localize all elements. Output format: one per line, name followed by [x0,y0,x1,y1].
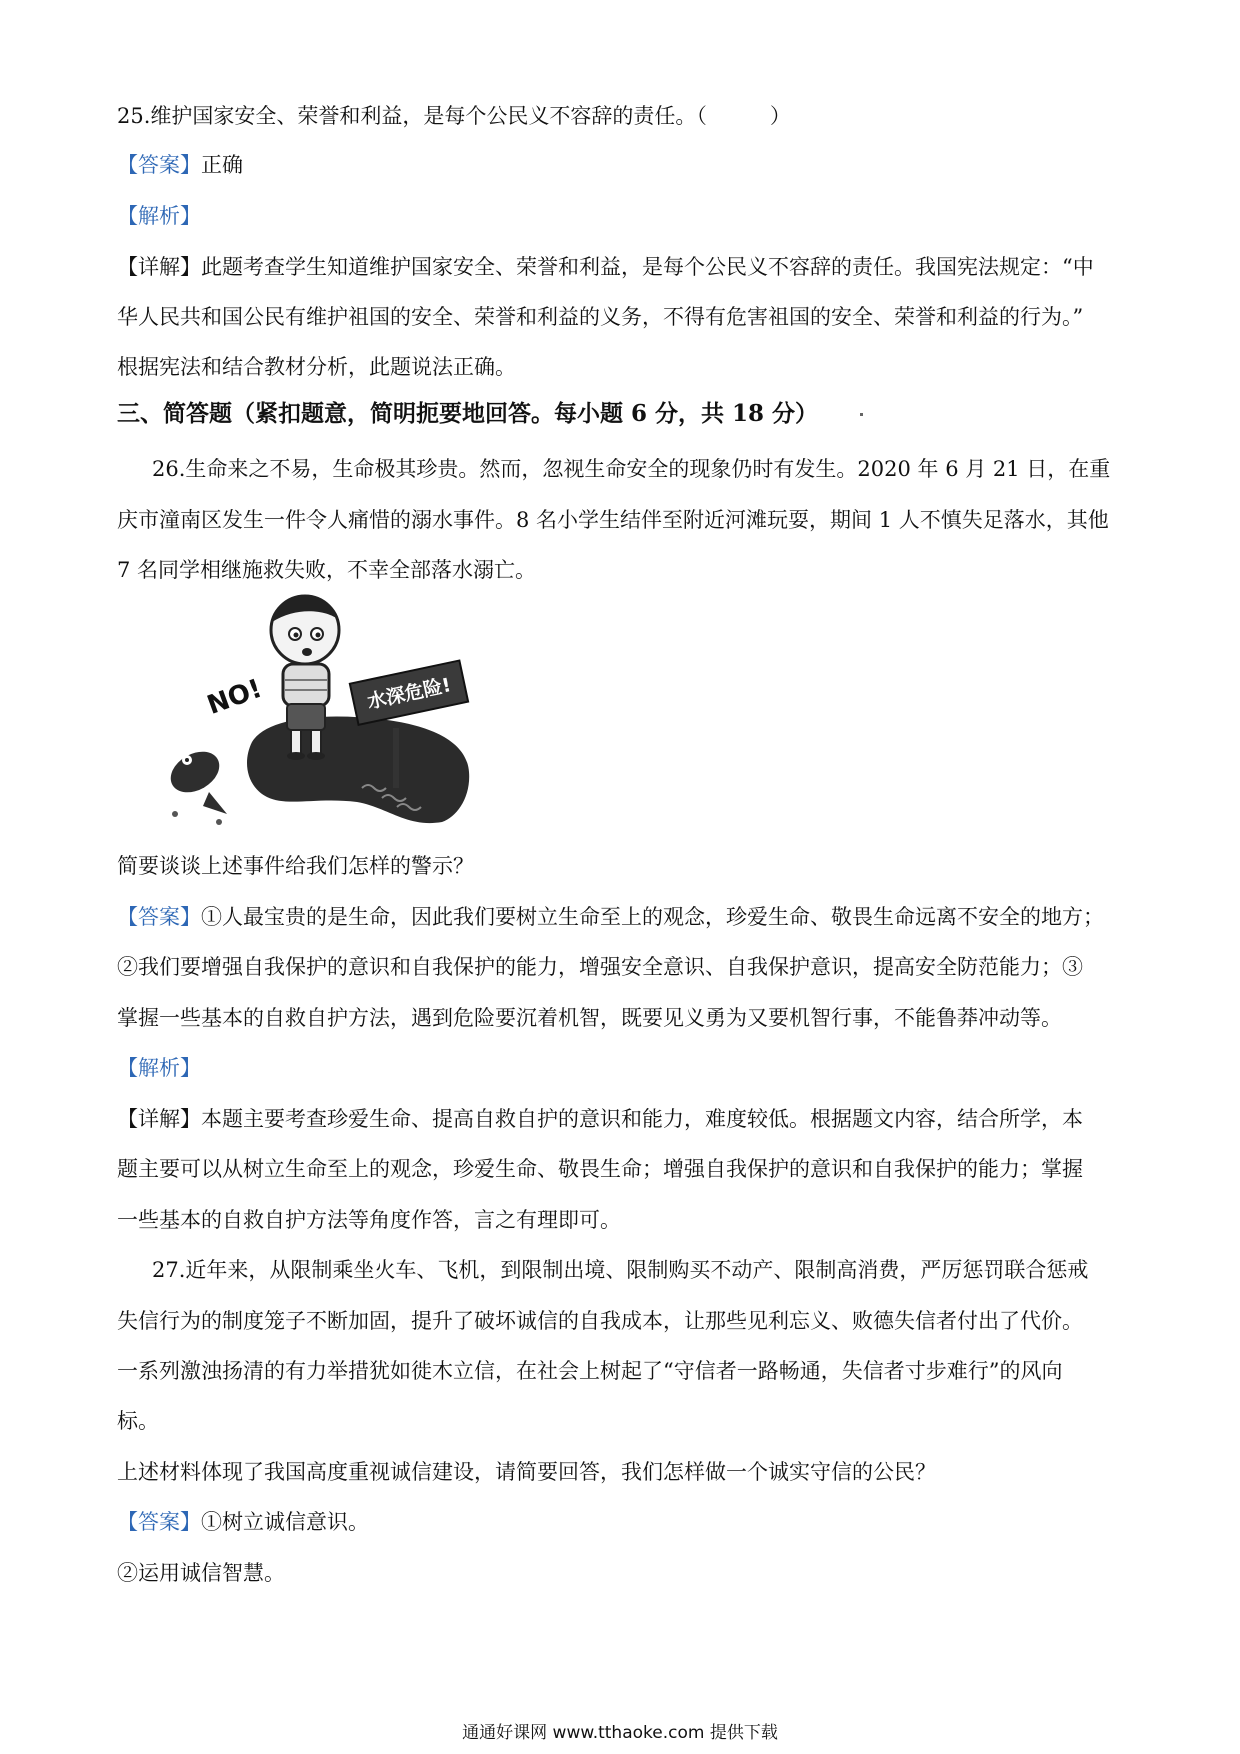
q26-answer-line: 掌握一些基本的自救自护方法，遇到危险要沉着机智，既要见义勇为又要机智行事，不能鲁莽冲动等。 [117,1006,1062,1030]
drowning-warning-illustration [157,592,473,828]
q27-question: 上述材料体现了我国高度重视诚信建设，请简要回答，我们怎样做一个诚实守信的公民？ [117,1460,936,1484]
q26-detail-line: 一些基本的自救自护方法等角度作答，言之有理即可。 [117,1208,621,1232]
q27-material-line: 标。 [117,1409,159,1433]
q25-question: 25.维护国家安全、荣誉和利益，是每个公民义不容辞的责任。（ ） [117,104,791,128]
section-heading: 三、简答题（紧扣题意，简明扼要地回答。每小题 6 分，共 18 分） [117,400,819,427]
answer-text: ①人最宝贵的是生命，因此我们要树立生命至上的观念，珍爱生命、敬畏生命远离不安全的地方； [201,905,1104,929]
stray-dot [860,413,863,416]
q26-answer-line [117,902,1133,932]
answer-text: ①树立诚信意识。 [201,1510,369,1534]
q26-detail-line: 题主要可以从树立生命至上的观念，珍爱生命、敬畏生命；增强自我保护的意识和自我保护的能力；掌握 [117,1157,1083,1181]
q25-detail-line: 【详解】此题考查学生知道维护国家安全、荣誉和利益，是每个公民义不容辞的责任。我国宪法规定：“中 [117,255,1094,279]
answer-text: 正确 [201,153,243,177]
answer-tag: 【答案】 [117,153,201,177]
q25-answer [117,150,1133,180]
q26-answer-line: ②我们要增强自我保护的意识和自我保护的能力，增强安全意识、自我保护意识，提高安全防范能力；③ [117,955,1083,979]
q26-material-line: 26.生命来之不易，生命极其珍贵。然而，忽视生命安全的现象仍时有发生。2020 年 6 月 21 日，在重 [152,457,1111,481]
q26-detail-line: 【详解】本题主要考查珍爱生命、提高自救自护的意识和能力，难度较低。根据题文内容，结合所学，本 [117,1107,1083,1131]
footer-watermark: 通通好课网 www.tthaoke.com 提供下载 [462,1723,778,1743]
q27-material-line: 失信行为的制度笼子不断加固，提升了破坏诚信的自我成本，让那些见利忘义、败德失信者付出了代价。 [117,1309,1083,1333]
q26-analysis-tag: 【解析】 [117,1056,201,1080]
q27-material-line: 27.近年来，从限制乘坐火车、飞机，到限制出境、限制购买不动产、限制高消费，严厉惩罚联合惩戒 [152,1258,1089,1282]
warning-sign-text: 水深危险! [365,674,453,714]
q25-detail-line: 华人民共和国公民有维护祖国的安全、荣誉和利益的义务，不得有危害祖国的安全、荣誉和利益的行为。” [117,305,1084,329]
q26-material-line: 庆市潼南区发生一件令人痛惜的溺水事件。8 名小学生结伴至附近河滩玩耍，期间 1 人不慎失足落水，其他 [117,508,1109,532]
q25-detail-line: 根据宪法和结合教材分析，此题说法正确。 [117,355,516,379]
q26-question: 简要谈谈上述事件给我们怎样的警示？ [117,854,474,878]
answer-tag: 【答案】 [117,905,201,929]
q26-material-line: 7 名同学相继施救失败，不幸全部落水溺亡。 [117,558,537,582]
q25-analysis-tag: 【解析】 [117,204,201,228]
fish-no-text: NO! [203,673,266,722]
q27-material-line: 一系列激浊扬清的有力举措犹如徙木立信，在社会上树起了“守信者一路畅通，失信者寸步难行”的风向 [117,1359,1063,1383]
q27-answer-line: ②运用诚信智慧。 [117,1561,285,1585]
answer-tag: 【答案】 [117,1510,201,1534]
q27-answer-line [117,1507,1133,1537]
